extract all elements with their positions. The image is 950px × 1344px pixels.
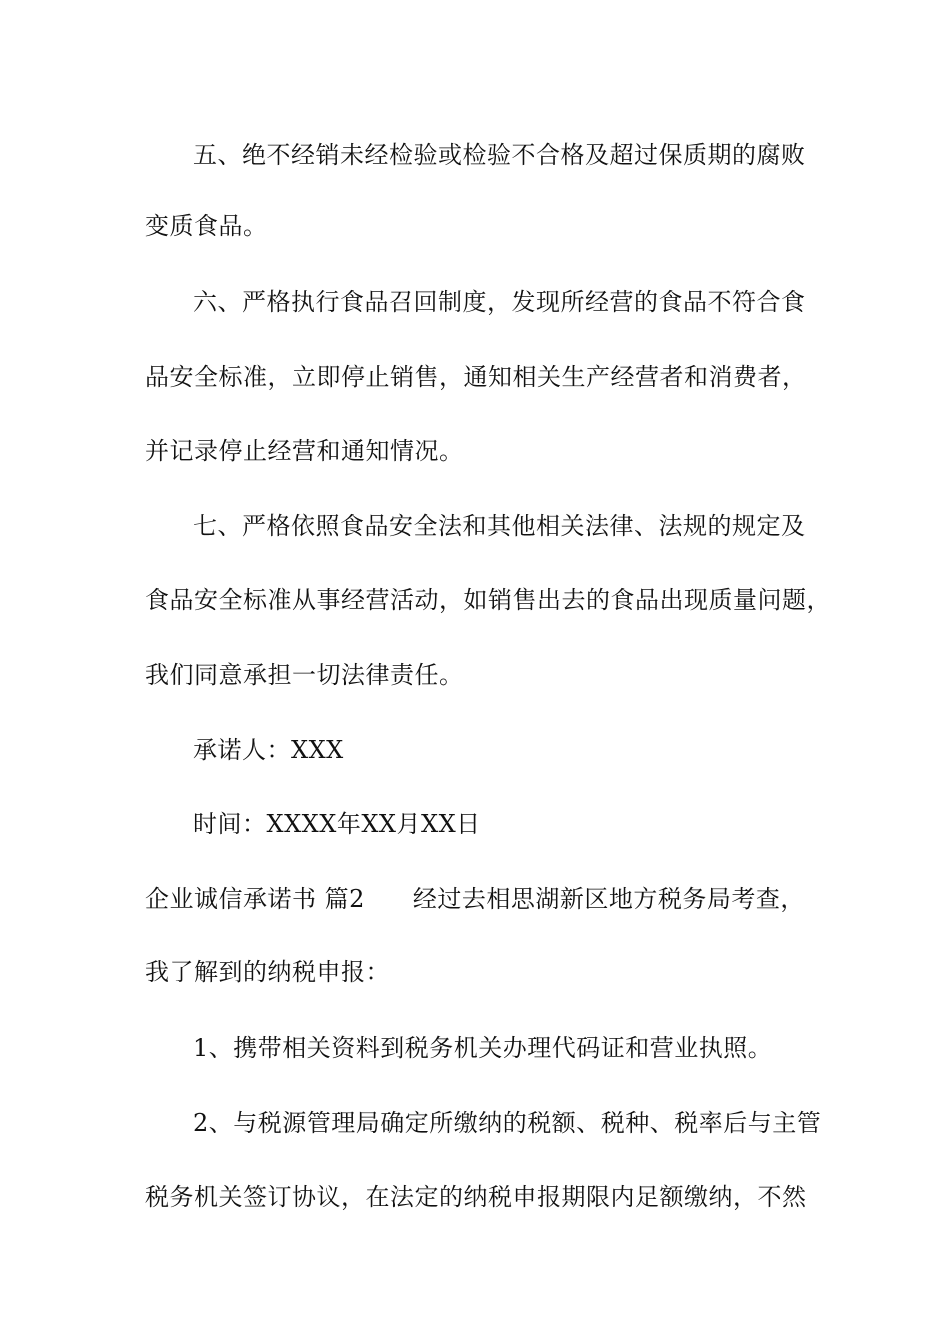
section-title: 企业诚信承诺书 篇2	[145, 885, 365, 913]
date-line: 时间：XXXX年XX月XX日	[193, 810, 481, 838]
paragraph-line: 五、绝不经销未经检验或检验不合格及超过保质期的腐败	[193, 141, 806, 169]
signer-line: 承诺人：XXX	[193, 736, 344, 764]
paragraph-line: 品安全标准，立即停止销售，通知相关生产经营者和消费者，	[145, 363, 807, 391]
section-heading-line	[145, 884, 805, 914]
paragraph-line: 七、严格依照食品安全法和其他相关法律、法规的规定及	[193, 512, 806, 540]
paragraph-line: 变质食品。	[145, 212, 268, 240]
paragraph-line: 我们同意承担一切法律责任。	[145, 661, 464, 689]
list-item-line: 1、携带相关资料到税务机关办理代码证和营业执照。	[193, 1034, 773, 1062]
paragraph-line: 税务机关签订协议，在法定的纳税申报期限内足额缴纳，不然	[145, 1183, 807, 1211]
paragraph-line: 六、严格执行食品召回制度，发现所经营的食品不符合食	[193, 288, 806, 316]
section-intro: 经过去相思湖新区地方税务局考查，	[412, 885, 805, 913]
paragraph-line: 食品安全标准从事经营活动，如销售出去的食品出现质量问题，	[145, 586, 831, 614]
paragraph-line: 我了解到的纳税申报：	[145, 958, 390, 986]
paragraph-line: 并记录停止经营和通知情况。	[145, 437, 464, 465]
list-item-line: 2、与税源管理局确定所缴纳的税额、税种、税率后与主管	[193, 1109, 822, 1137]
